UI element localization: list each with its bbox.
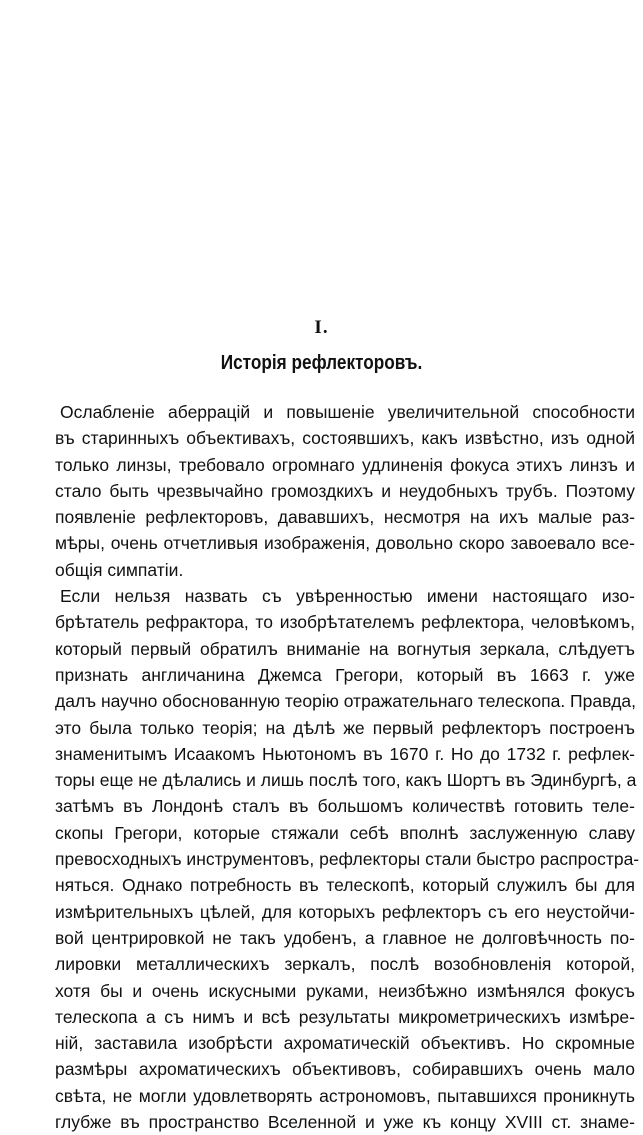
- text-line: это была только теорія; на дѣлѣ же первый рефлекторъ построенъ: [55, 717, 635, 738]
- text-line: няться. Однако потребность въ телескопѣ, который служилъ бы для: [55, 875, 635, 896]
- text-line: торы еще не дѣлались и лишь послѣ того, какъ Шортъ въ Эдинбургѣ, а: [55, 770, 637, 791]
- text-line: скопы Грегори, которые стяжали себѣ вполнѣ заслуженную славу: [55, 822, 635, 843]
- text-line: измѣрительныхъ цѣлей, для которыхъ рефлекторъ съ его неустойчи-: [55, 901, 635, 922]
- chapter-title: Исторія рефлекторовъ.: [220, 352, 423, 374]
- chapter-number: I.: [314, 317, 329, 338]
- text-line: вой центрировкой не такъ удобенъ, а главное не долговѣчность по-: [55, 927, 635, 948]
- text-line: знаменитымъ Исаакомъ Ньютономъ въ 1670 г. Но до 1732 г. рефлек-: [55, 743, 635, 764]
- text-line: телескопа а съ нимъ и всѣ результаты микрометрическихъ измѣре-: [55, 1006, 635, 1027]
- text-line: брѣтатель рефрактора, то изобрѣтателемъ рефлектора, человѣкомъ,: [55, 612, 635, 633]
- text-line: превосходныхъ инструментовъ, рефлекторы стали быстро распростра-: [55, 849, 640, 870]
- text-line: хотя бы и очень искусными руками, неизбѣжно измѣнялся фокусъ: [55, 980, 635, 1001]
- text-line: лировки металлическихъ зеркалъ, послѣ возобновленія которой,: [55, 954, 635, 975]
- text-line: Если нельзя назвать съ увѣренностью имени настоящаго изо-: [60, 586, 635, 607]
- text-line: далъ научно обоснованную теорію отражательнаго телескопа. Правда,: [55, 691, 637, 712]
- text-line: глубже въ пространство Вселенной и уже къ концу XVIII ст. знаме-: [55, 1112, 635, 1133]
- text-line: мѣры, очень отчетливыя изображенія, довольно скоро завоевало все-: [55, 533, 635, 554]
- text-line: въ старинныхъ объективахъ, состоявшихъ, какъ извѣстно, изъ одной: [55, 428, 635, 449]
- text-line: признать англичанина Джемса Грегори, который въ 1663 г. уже: [55, 664, 635, 685]
- text-line: общія симпатіи.: [55, 559, 184, 580]
- body-text: [55, 399, 640, 1135]
- text-line: только линзы, требовало огромнаго удлиненія фокуса этихъ линзъ и: [55, 454, 635, 475]
- text-line: стало быть чрезвычайно громоздкихъ и неудобныхъ трубъ. Поэтому: [55, 480, 635, 501]
- text-line: ній, заставила изобрѣсти ахроматическій объективъ. Но скромные: [55, 1033, 635, 1054]
- text-line: появленіе рефлекторовъ, дававшихъ, несмотря на ихъ малые раз-: [55, 507, 635, 528]
- text-line: свѣта, не могли удовлетворять астрономовъ, пытавшихся проникнуть: [55, 1085, 635, 1106]
- text-line: который первый обратилъ вниманіе на вогнутыя зеркала, слѣдуетъ: [55, 638, 635, 659]
- text-line: размѣры ахроматическихъ объективовъ, собиравшихъ очень мало: [55, 1059, 635, 1080]
- text-line: Ослабленіе аберрацій и повышеніе увеличительной способности: [60, 402, 635, 422]
- text-line: затѣмъ въ Лондонѣ сталъ въ большомъ количествѣ готовить теле-: [55, 796, 635, 817]
